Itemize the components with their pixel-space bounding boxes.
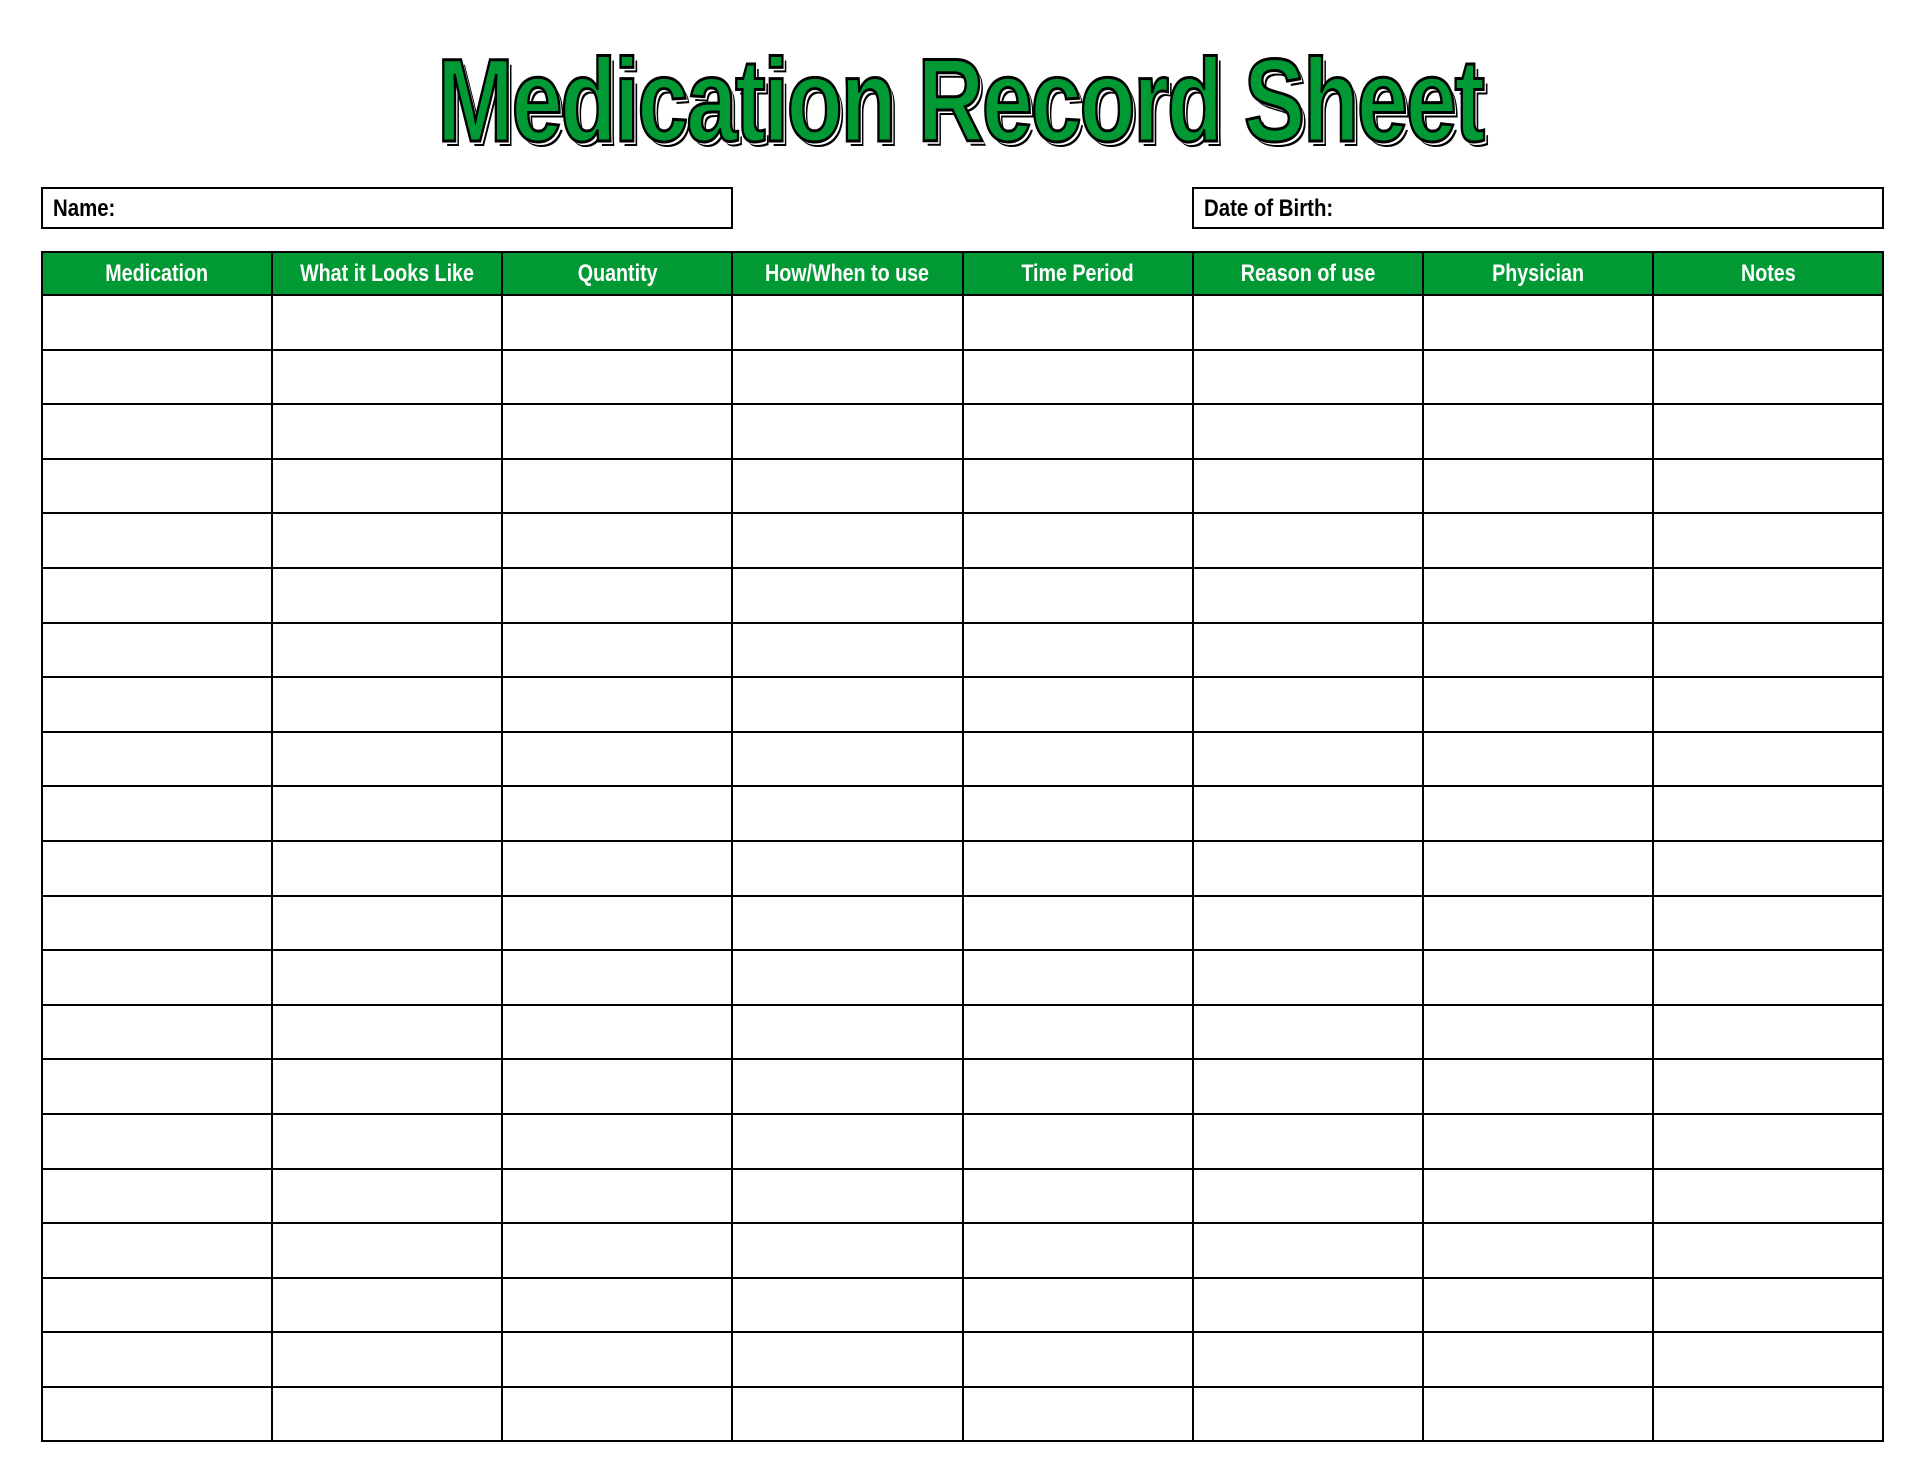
table-cell-quantity[interactable] — [502, 513, 732, 568]
table-cell-quantity[interactable] — [502, 623, 732, 678]
table-cell-reason[interactable] — [1193, 295, 1423, 350]
table-cell-physician[interactable] — [1423, 350, 1653, 405]
column-header-medication — [42, 252, 272, 295]
table-cell-how-when[interactable] — [732, 841, 962, 896]
table-cell-notes[interactable] — [1653, 1169, 1883, 1224]
table-cell-reason[interactable] — [1193, 404, 1423, 459]
column-header-label: How/When to use — [765, 259, 930, 287]
table-cell-time-period[interactable] — [963, 1387, 1193, 1442]
table-row — [42, 786, 1883, 841]
table-cell-quantity[interactable] — [502, 568, 732, 623]
table-cell-medication[interactable] — [42, 732, 272, 787]
table-cell-appearance[interactable] — [272, 1387, 502, 1442]
table-cell-medication[interactable] — [42, 1387, 272, 1442]
table-cell-time-period[interactable] — [963, 295, 1193, 350]
table-cell-physician[interactable] — [1423, 1223, 1653, 1278]
table-cell-quantity[interactable] — [502, 896, 732, 951]
table-cell-notes[interactable] — [1653, 1059, 1883, 1114]
table-cell-time-period[interactable] — [963, 1223, 1193, 1278]
table-cell-quantity[interactable] — [502, 459, 732, 514]
table-cell-how-when[interactable] — [732, 1278, 962, 1333]
table-cell-time-period[interactable] — [963, 896, 1193, 951]
table-cell-notes[interactable] — [1653, 677, 1883, 732]
table-cell-how-when[interactable] — [732, 786, 962, 841]
table-cell-how-when[interactable] — [732, 1223, 962, 1278]
table-cell-notes[interactable] — [1653, 295, 1883, 350]
table-row — [42, 1223, 1883, 1278]
table-cell-appearance[interactable] — [272, 1005, 502, 1060]
table-cell-reason[interactable] — [1193, 1005, 1423, 1060]
table-cell-reason[interactable] — [1193, 1387, 1423, 1442]
table-cell-medication[interactable] — [42, 1059, 272, 1114]
table-cell-quantity[interactable] — [502, 1332, 732, 1387]
table-cell-quantity[interactable] — [502, 1005, 732, 1060]
table-cell-appearance[interactable] — [272, 732, 502, 787]
table-cell-physician[interactable] — [1423, 1169, 1653, 1224]
table-cell-how-when[interactable] — [732, 677, 962, 732]
table-cell-reason[interactable] — [1193, 732, 1423, 787]
medication-table — [41, 251, 1884, 1442]
column-header-label: Medication — [105, 259, 209, 287]
table-row — [42, 1005, 1883, 1060]
table-cell-appearance[interactable] — [272, 459, 502, 514]
table-cell-reason[interactable] — [1193, 896, 1423, 951]
table-cell-appearance[interactable] — [272, 896, 502, 951]
table-cell-reason[interactable] — [1193, 841, 1423, 896]
table-cell-time-period[interactable] — [963, 1169, 1193, 1224]
table-cell-quantity[interactable] — [502, 841, 732, 896]
table-row — [42, 623, 1883, 678]
table-cell-physician[interactable] — [1423, 677, 1653, 732]
table-cell-physician[interactable] — [1423, 1332, 1653, 1387]
table-cell-notes[interactable] — [1653, 623, 1883, 678]
table-cell-how-when[interactable] — [732, 896, 962, 951]
table-cell-physician[interactable] — [1423, 1278, 1653, 1333]
table-row — [42, 350, 1883, 405]
table-cell-appearance[interactable] — [272, 404, 502, 459]
table-cell-time-period[interactable] — [963, 350, 1193, 405]
table-cell-appearance[interactable] — [272, 786, 502, 841]
table-cell-time-period[interactable] — [963, 841, 1193, 896]
table-cell-how-when[interactable] — [732, 459, 962, 514]
table-cell-how-when[interactable] — [732, 1005, 962, 1060]
table-row — [42, 732, 1883, 787]
table-cell-appearance[interactable] — [272, 295, 502, 350]
table-row — [42, 1114, 1883, 1169]
table-cell-reason[interactable] — [1193, 1332, 1423, 1387]
column-header-reason — [1193, 252, 1423, 295]
column-header-label: Notes — [1740, 259, 1796, 287]
table-body — [42, 295, 1883, 1441]
table-cell-medication[interactable] — [42, 623, 272, 678]
table-cell-how-when[interactable] — [732, 404, 962, 459]
table-cell-physician[interactable] — [1423, 459, 1653, 514]
table-cell-physician[interactable] — [1423, 1114, 1653, 1169]
date-of-birth-label: Date of Birth: — [1204, 195, 1334, 222]
table-cell-reason[interactable] — [1193, 350, 1423, 405]
table-cell-medication[interactable] — [42, 786, 272, 841]
table-header-row — [42, 252, 1883, 295]
table-cell-physician[interactable] — [1423, 896, 1653, 951]
column-header-notes — [1653, 252, 1883, 295]
table-cell-notes[interactable] — [1653, 1114, 1883, 1169]
table-cell-reason[interactable] — [1193, 1059, 1423, 1114]
table-cell-notes[interactable] — [1653, 1387, 1883, 1442]
table-cell-appearance[interactable] — [272, 1223, 502, 1278]
table-cell-appearance[interactable] — [272, 1169, 502, 1224]
table-cell-how-when[interactable] — [732, 1169, 962, 1224]
table-cell-medication[interactable] — [42, 1169, 272, 1224]
table-row — [42, 950, 1883, 1005]
table-cell-notes[interactable] — [1653, 1278, 1883, 1333]
table-cell-quantity[interactable] — [502, 350, 732, 405]
table-cell-how-when[interactable] — [732, 732, 962, 787]
table-cell-time-period[interactable] — [963, 786, 1193, 841]
table-cell-notes[interactable] — [1653, 513, 1883, 568]
column-header-label: Physician — [1491, 259, 1584, 287]
column-header-appearance — [272, 252, 502, 295]
table-cell-physician[interactable] — [1423, 732, 1653, 787]
table-cell-physician[interactable] — [1423, 623, 1653, 678]
table-cell-medication[interactable] — [42, 1005, 272, 1060]
column-header-time-period — [963, 252, 1193, 295]
table-cell-quantity[interactable] — [502, 1223, 732, 1278]
column-header-label: What it Looks Like — [300, 259, 475, 287]
table-cell-time-period[interactable] — [963, 623, 1193, 678]
table-row — [42, 1059, 1883, 1114]
table-cell-time-period[interactable] — [963, 513, 1193, 568]
table-cell-medication[interactable] — [42, 459, 272, 514]
table-cell-time-period[interactable] — [963, 1114, 1193, 1169]
table-cell-how-when[interactable] — [732, 950, 962, 1005]
name-label: Name: — [53, 195, 116, 222]
table-cell-how-when[interactable] — [732, 513, 962, 568]
column-header-label: Quantity — [577, 259, 658, 287]
table-cell-notes[interactable] — [1653, 732, 1883, 787]
table-cell-appearance[interactable] — [272, 841, 502, 896]
table-cell-quantity[interactable] — [502, 295, 732, 350]
table-cell-how-when[interactable] — [732, 350, 962, 405]
table-cell-reason[interactable] — [1193, 459, 1423, 514]
table-row — [42, 513, 1883, 568]
table-cell-medication[interactable] — [42, 1332, 272, 1387]
name-field[interactable] — [41, 187, 733, 229]
table-cell-how-when[interactable] — [732, 1059, 962, 1114]
table-cell-quantity[interactable] — [502, 1114, 732, 1169]
table-cell-medication[interactable] — [42, 295, 272, 350]
table-cell-physician[interactable] — [1423, 1005, 1653, 1060]
table-cell-medication[interactable] — [42, 950, 272, 1005]
table-row — [42, 295, 1883, 350]
table-cell-medication[interactable] — [42, 350, 272, 405]
table-cell-quantity[interactable] — [502, 1278, 732, 1333]
table-cell-how-when[interactable] — [732, 1114, 962, 1169]
table-cell-quantity[interactable] — [502, 950, 732, 1005]
table-cell-time-period[interactable] — [963, 404, 1193, 459]
column-header-label: Reason of use — [1240, 259, 1375, 287]
table-cell-medication[interactable] — [42, 896, 272, 951]
table-row — [42, 841, 1883, 896]
column-header-physician — [1423, 252, 1653, 295]
table-cell-appearance[interactable] — [272, 677, 502, 732]
table-cell-reason[interactable] — [1193, 677, 1423, 732]
table-cell-appearance[interactable] — [272, 568, 502, 623]
table-row — [42, 1278, 1883, 1333]
table-cell-time-period[interactable] — [963, 950, 1193, 1005]
table-cell-medication[interactable] — [42, 677, 272, 732]
table-cell-appearance[interactable] — [272, 1278, 502, 1333]
table-cell-notes[interactable] — [1653, 1332, 1883, 1387]
table-cell-quantity[interactable] — [502, 786, 732, 841]
table-cell-quantity[interactable] — [502, 677, 732, 732]
table-cell-time-period[interactable] — [963, 1278, 1193, 1333]
table-cell-notes[interactable] — [1653, 568, 1883, 623]
table-cell-physician[interactable] — [1423, 786, 1653, 841]
table-cell-notes[interactable] — [1653, 786, 1883, 841]
table-cell-time-period[interactable] — [963, 732, 1193, 787]
table-cell-physician[interactable] — [1423, 1387, 1653, 1442]
table-cell-notes[interactable] — [1653, 1223, 1883, 1278]
table-cell-notes[interactable] — [1653, 459, 1883, 514]
table-row — [42, 896, 1883, 951]
table-cell-quantity[interactable] — [502, 1059, 732, 1114]
table-cell-quantity[interactable] — [502, 404, 732, 459]
table-cell-reason[interactable] — [1193, 1114, 1423, 1169]
date-of-birth-input[interactable] — [1334, 193, 1874, 223]
table-row — [42, 1332, 1883, 1387]
table-cell-medication[interactable] — [42, 1223, 272, 1278]
table-cell-reason[interactable] — [1193, 950, 1423, 1005]
table-cell-quantity[interactable] — [502, 1169, 732, 1224]
table-row — [42, 677, 1883, 732]
table-cell-medication[interactable] — [42, 1114, 272, 1169]
table-row — [42, 568, 1883, 623]
column-header-quantity — [502, 252, 732, 295]
table-cell-how-when[interactable] — [732, 1387, 962, 1442]
table-cell-reason[interactable] — [1193, 1169, 1423, 1224]
table-cell-physician[interactable] — [1423, 295, 1653, 350]
column-header-label: Time Period — [1021, 259, 1134, 287]
table-cell-notes[interactable] — [1653, 950, 1883, 1005]
table-cell-quantity[interactable] — [502, 1387, 732, 1442]
table-cell-how-when[interactable] — [732, 295, 962, 350]
table-cell-reason[interactable] — [1193, 1278, 1423, 1333]
table-cell-time-period[interactable] — [963, 459, 1193, 514]
table-cell-physician[interactable] — [1423, 841, 1653, 896]
table-cell-appearance[interactable] — [272, 350, 502, 405]
table-cell-appearance[interactable] — [272, 1059, 502, 1114]
table-cell-quantity[interactable] — [502, 732, 732, 787]
table-cell-reason[interactable] — [1193, 623, 1423, 678]
table-cell-physician[interactable] — [1423, 404, 1653, 459]
table-cell-reason[interactable] — [1193, 1223, 1423, 1278]
table-cell-notes[interactable] — [1653, 841, 1883, 896]
table-cell-how-when[interactable] — [732, 623, 962, 678]
table-cell-time-period[interactable] — [963, 568, 1193, 623]
table-cell-how-when[interactable] — [732, 1332, 962, 1387]
table-cell-physician[interactable] — [1423, 1059, 1653, 1114]
table-cell-how-when[interactable] — [732, 568, 962, 623]
table-cell-time-period[interactable] — [963, 1332, 1193, 1387]
table-cell-medication[interactable] — [42, 404, 272, 459]
table-cell-reason[interactable] — [1193, 786, 1423, 841]
table-cell-notes[interactable] — [1653, 896, 1883, 951]
table-cell-physician[interactable] — [1423, 568, 1653, 623]
table-cell-medication[interactable] — [42, 841, 272, 896]
table-cell-appearance[interactable] — [272, 1332, 502, 1387]
table-cell-appearance[interactable] — [272, 513, 502, 568]
table-cell-physician[interactable] — [1423, 513, 1653, 568]
table-row — [42, 1387, 1883, 1442]
table-cell-time-period[interactable] — [963, 677, 1193, 732]
table-row — [42, 1169, 1883, 1224]
table-cell-medication[interactable] — [42, 513, 272, 568]
table-cell-appearance[interactable] — [272, 1114, 502, 1169]
table-cell-time-period[interactable] — [963, 1005, 1193, 1060]
table-row — [42, 459, 1883, 514]
table-cell-notes[interactable] — [1653, 1005, 1883, 1060]
table-row — [42, 404, 1883, 459]
table-cell-appearance[interactable] — [272, 950, 502, 1005]
table-cell-appearance[interactable] — [272, 623, 502, 678]
name-input[interactable] — [183, 193, 723, 223]
column-header-how-when — [732, 252, 962, 295]
table-cell-reason[interactable] — [1193, 513, 1423, 568]
table-cell-physician[interactable] — [1423, 950, 1653, 1005]
table-cell-reason[interactable] — [1193, 568, 1423, 623]
page-title: Medication Record Sheet — [437, 35, 1483, 167]
table-cell-notes[interactable] — [1653, 350, 1883, 405]
table-cell-notes[interactable] — [1653, 404, 1883, 459]
table-cell-medication[interactable] — [42, 1278, 272, 1333]
table-cell-time-period[interactable] — [963, 1059, 1193, 1114]
table-cell-medication[interactable] — [42, 568, 272, 623]
date-of-birth-field[interactable] — [1192, 187, 1884, 229]
